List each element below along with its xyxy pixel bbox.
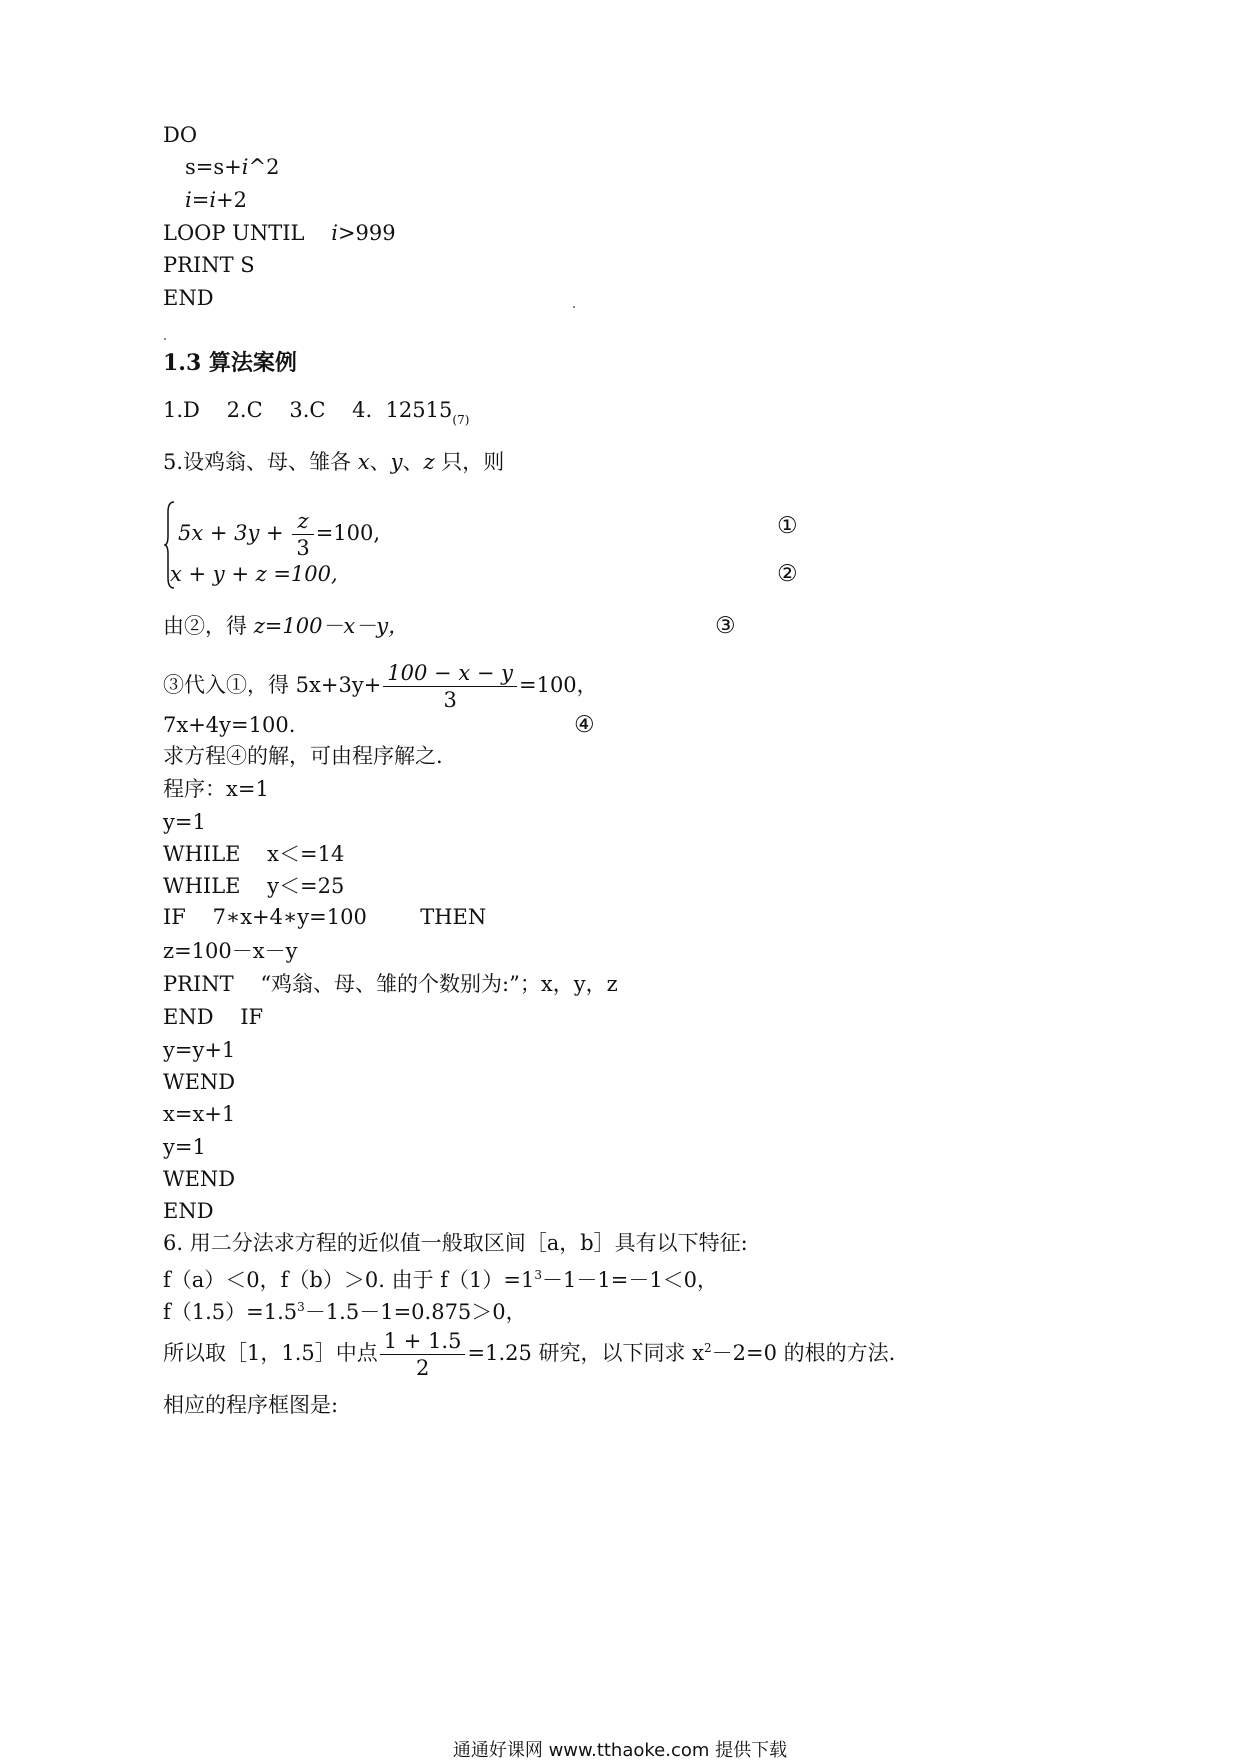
marker-3: ③ (715, 613, 736, 639)
equation-1: 5x + 3y + $\frac{z}{3}$ =100, (178, 509, 381, 560)
program-line-5: IF 7∗x+4∗y=100 THEN (163, 905, 487, 929)
step-plug-in: ③代入①，得 5x+3y+ $\frac{100 - x - y}{3}$ =100， (163, 661, 598, 712)
program-line-1: 程序：x=1 (163, 777, 269, 801)
program-line-6: z=100－x－y (163, 939, 298, 963)
problem6-line-4: 所以取［1，1.5］中点 $\frac{1 + 1.5}{2}$ =1.25 研究，以下同求 $x^2-2=0$ 的根的方法. (163, 1329, 896, 1380)
program-line-9: y=y+1 (163, 1038, 236, 1062)
program-line-14: END (163, 1199, 214, 1223)
program-line-3: WHILE x＜=14 (163, 842, 345, 866)
problem6-line-3: $f(1.5)=1.5^3-1.5-1=0.875>0$， (163, 1300, 527, 1324)
answers-line: 1.D 2.C 3.C 4. $12515_{(7)}$ (163, 398, 470, 427)
step-solve-note: 求方程④的解，可由程序解之. (163, 744, 443, 768)
step-simplified: 7x+4y=100. (163, 713, 296, 737)
fraction-100-x-y-over-3: $\frac{100 - x - y}{3}$ (383, 660, 517, 713)
problem5-intro: 5.设鸡翁、母、雏各 x、y、z 只，则 (163, 450, 505, 474)
code-line-print: PRINT S (163, 253, 255, 277)
program-line-7: PRINT “鸡翁、母、雏的个数别为:”；x，y，z (163, 972, 618, 996)
fraction-midpoint: $\frac{1 + 1.5}{2}$ (380, 1328, 466, 1381)
fraction-z-over-3: $\frac{z}{3}$ (292, 508, 313, 561)
program-line-13: WEND (163, 1167, 236, 1191)
step-substitute: 由②，得 z=100－x－y， (163, 614, 410, 638)
program-line-11: x=x+1 (163, 1102, 236, 1126)
marker-1: ① (777, 513, 798, 539)
scan-dot (164, 338, 166, 340)
program-line-4: WHILE y＜=25 (163, 874, 345, 898)
program-line-12: y=1 (163, 1135, 206, 1159)
program-line-8: END IF (163, 1005, 264, 1029)
problem6-line-1: 6. 用二分法求方程的近似值一般取区间［a，b］具有以下特征: (163, 1231, 748, 1255)
scan-dot (573, 306, 575, 308)
equation-2: x + y + z =100, (170, 562, 338, 586)
code-line-end: END (163, 286, 214, 310)
marker-2: ② (777, 561, 798, 587)
code-line-loop-until: LOOP UNTIL i>999 (163, 221, 396, 245)
program-line-2: y=1 (163, 810, 206, 834)
code-line-do: DO (163, 123, 198, 147)
program-line-10: WEND (163, 1070, 236, 1094)
section-heading: 1.3 算法案例 (163, 350, 297, 376)
page-footer: 通通好课网 www.tthaoke.com 提供下载 (452, 1740, 788, 1761)
problem6-line-5: 相应的程序框图是: (163, 1393, 339, 1417)
code-line-increment: i=i+2 (185, 188, 248, 212)
marker-4: ④ (574, 712, 595, 738)
problem6-line-2: f（a）＜0，f（b）＞0. 由于 $f(1)=1^3-1-1=-1<0$， (163, 1268, 719, 1292)
code-line-sum: s=s+i^2 (185, 155, 280, 179)
